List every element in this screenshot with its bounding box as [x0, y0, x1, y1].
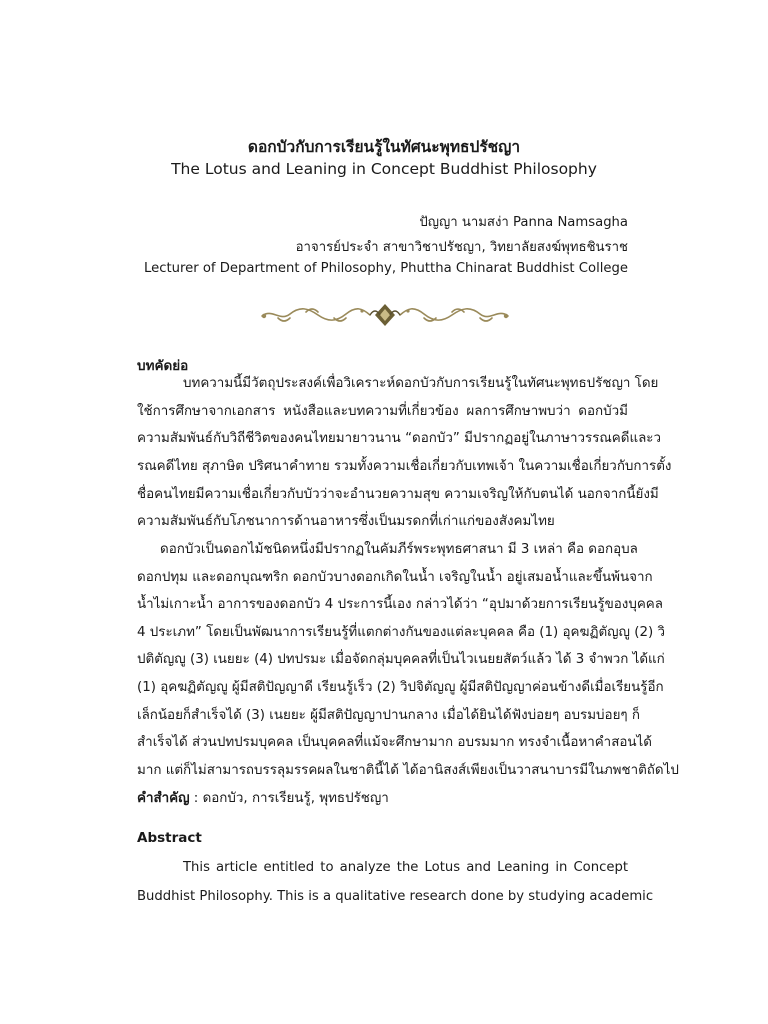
- keywords-line: [137, 789, 628, 809]
- abstract-thai-line: ปติตัญญู (3) เนยยะ (4) ปทปรมะ เมื่อจัดกลุ่มบุคคลที่เป็นไวเนยยสัตว์แล้ว ได้ 3 จำพวก ได้แก่: [137, 652, 665, 667]
- abstract-english-heading: Abstract: [137, 830, 202, 846]
- author-name: ปัญญา นามสง่า Panna Namsagha: [419, 215, 628, 230]
- abstract-thai-line: ชื่อคนไทยมีความเชื่อเกี่ยวกับบัวว่าจะอำนวยความสุข ความเจริญให้กับตนได้ นอกจากนี้ยังมี: [137, 487, 659, 502]
- author-position-english: Lecturer of Department of Philosophy, Phuttha Chinarat Buddhist College: [143, 261, 628, 276]
- abstract-thai-line: มาก แต่ก็ไม่สามารถบรรลุมรรคผลในชาตินี้ได้ ได้อานิสงส์เพียงเป็นวาสนาบารมีในภพชาติถัดไป: [137, 763, 679, 778]
- abstract-thai-line: (1) อุคฆฏิตัญญู ผู้มีสติปัญญาดี เรียนรู้เร็ว (2) วิปจิตัญญู ผู้มีสติปัญญาค่อนข้างดีเมื่อเรียนรู้อีก: [137, 680, 664, 695]
- abstract-thai-line: ความสัมพันธ์กับวิถีชีวิตของคนไทยมายาวนาน “ดอกบัว” มีปรากฏอยู่ในภาษาวรรณคดีและว: [137, 431, 662, 446]
- title-english: The Lotus and Leaning in Concept Buddhist Philosophy: [171, 160, 597, 178]
- abstract-thai-line: ดอกบัวเป็นดอกไม้ชนิดหนึ่งมีปรากฏในคัมภีร์พระพุทธศาสนา มี 3 เหล่า คือ ดอกอุบล: [160, 542, 638, 557]
- abstract-english-line: This article entitled to analyze the Lotus and Leaning in Concept: [183, 860, 628, 875]
- abstract-thai-line: 4 ประเภท” โดยเป็นพัฒนาการเรียนรู้ที่แตกต่างกันของแต่ละบุคคล คือ (1) อุคฆฏิตัญญู (2) วิ: [137, 625, 665, 640]
- abstract-thai-heading: บทคัดย่อ: [137, 358, 189, 374]
- ornament-divider-icon: [258, 302, 512, 328]
- abstract-thai-line: บทความนี้มีวัตถุประสงค์เพื่อวิเคราะห์ดอกบัวกับการเรียนรู้ในทัศนะพุทธปรัชญา โดย: [183, 376, 659, 391]
- author-position-thai: อาจารย์ประจำ สาขาวิชาปรัชญา, วิทยาลัยสงฆ์พุทธชินราช: [295, 240, 628, 255]
- abstract-thai-line: รณคดีไทย สุภาษิต ปริศนาคำทาย รวมทั้งความเชื่อเกี่ยวกับเทพเจ้า ในความเชื่อเกี่ยวกับการตั้ง: [137, 459, 672, 474]
- keywords-label: คำสำคัญ: [137, 791, 190, 806]
- abstract-english-line: Buddhist Philosophy. This is a qualitative research done by studying academic: [137, 889, 654, 904]
- title-thai: ดอกบัวกับการเรียนรู้ในทัศนะพุทธปรัชญา: [247, 138, 521, 156]
- abstract-thai-line: เล็กน้อยก็สำเร็จได้ (3) เนยยะ ผู้มีสติปัญญาปานกลาง เมื่อได้ยินได้ฟังบ่อยๆ อบรมบ่อยๆ ก็: [137, 708, 640, 723]
- abstract-thai-line: ใช้การศึกษาจากเอกสาร หนังสือและบทความที่เกี่ยวข้อง ผลการศึกษาพบว่า ดอกบัวมี: [137, 404, 628, 419]
- abstract-thai-line: ดอกปทุม และดอกบุณฑริก ดอกบัวบางดอกเกิดในน้ำ เจริญในน้ำ อยู่เสมอน้ำและขึ้นพ้นจาก: [137, 570, 653, 585]
- keywords-text: : ดอกบัว, การเรียนรู้, พุทธปรัชญา: [189, 791, 389, 806]
- abstract-thai-line: ความสัมพันธ์กับโภชนาการด้านอาหารซึ่งเป็นมรดกที่เก่าแก่ของสังคมไทย: [137, 514, 555, 529]
- abstract-thai-line: น้ำไม่เกาะน้ำ อาการของดอกบัว 4 ประการนี้เอง กล่าวได้ว่า “อุปมาด้วยการเรียนรู้ของบุคคล: [137, 597, 663, 612]
- abstract-thai-line: สำเร็จได้ ส่วนปทปรมบุคคล เป็นบุคคลที่แม้จะศึกษามาก อบรมมาก ทรงจำเนื้อหาคำสอนได้: [137, 735, 652, 750]
